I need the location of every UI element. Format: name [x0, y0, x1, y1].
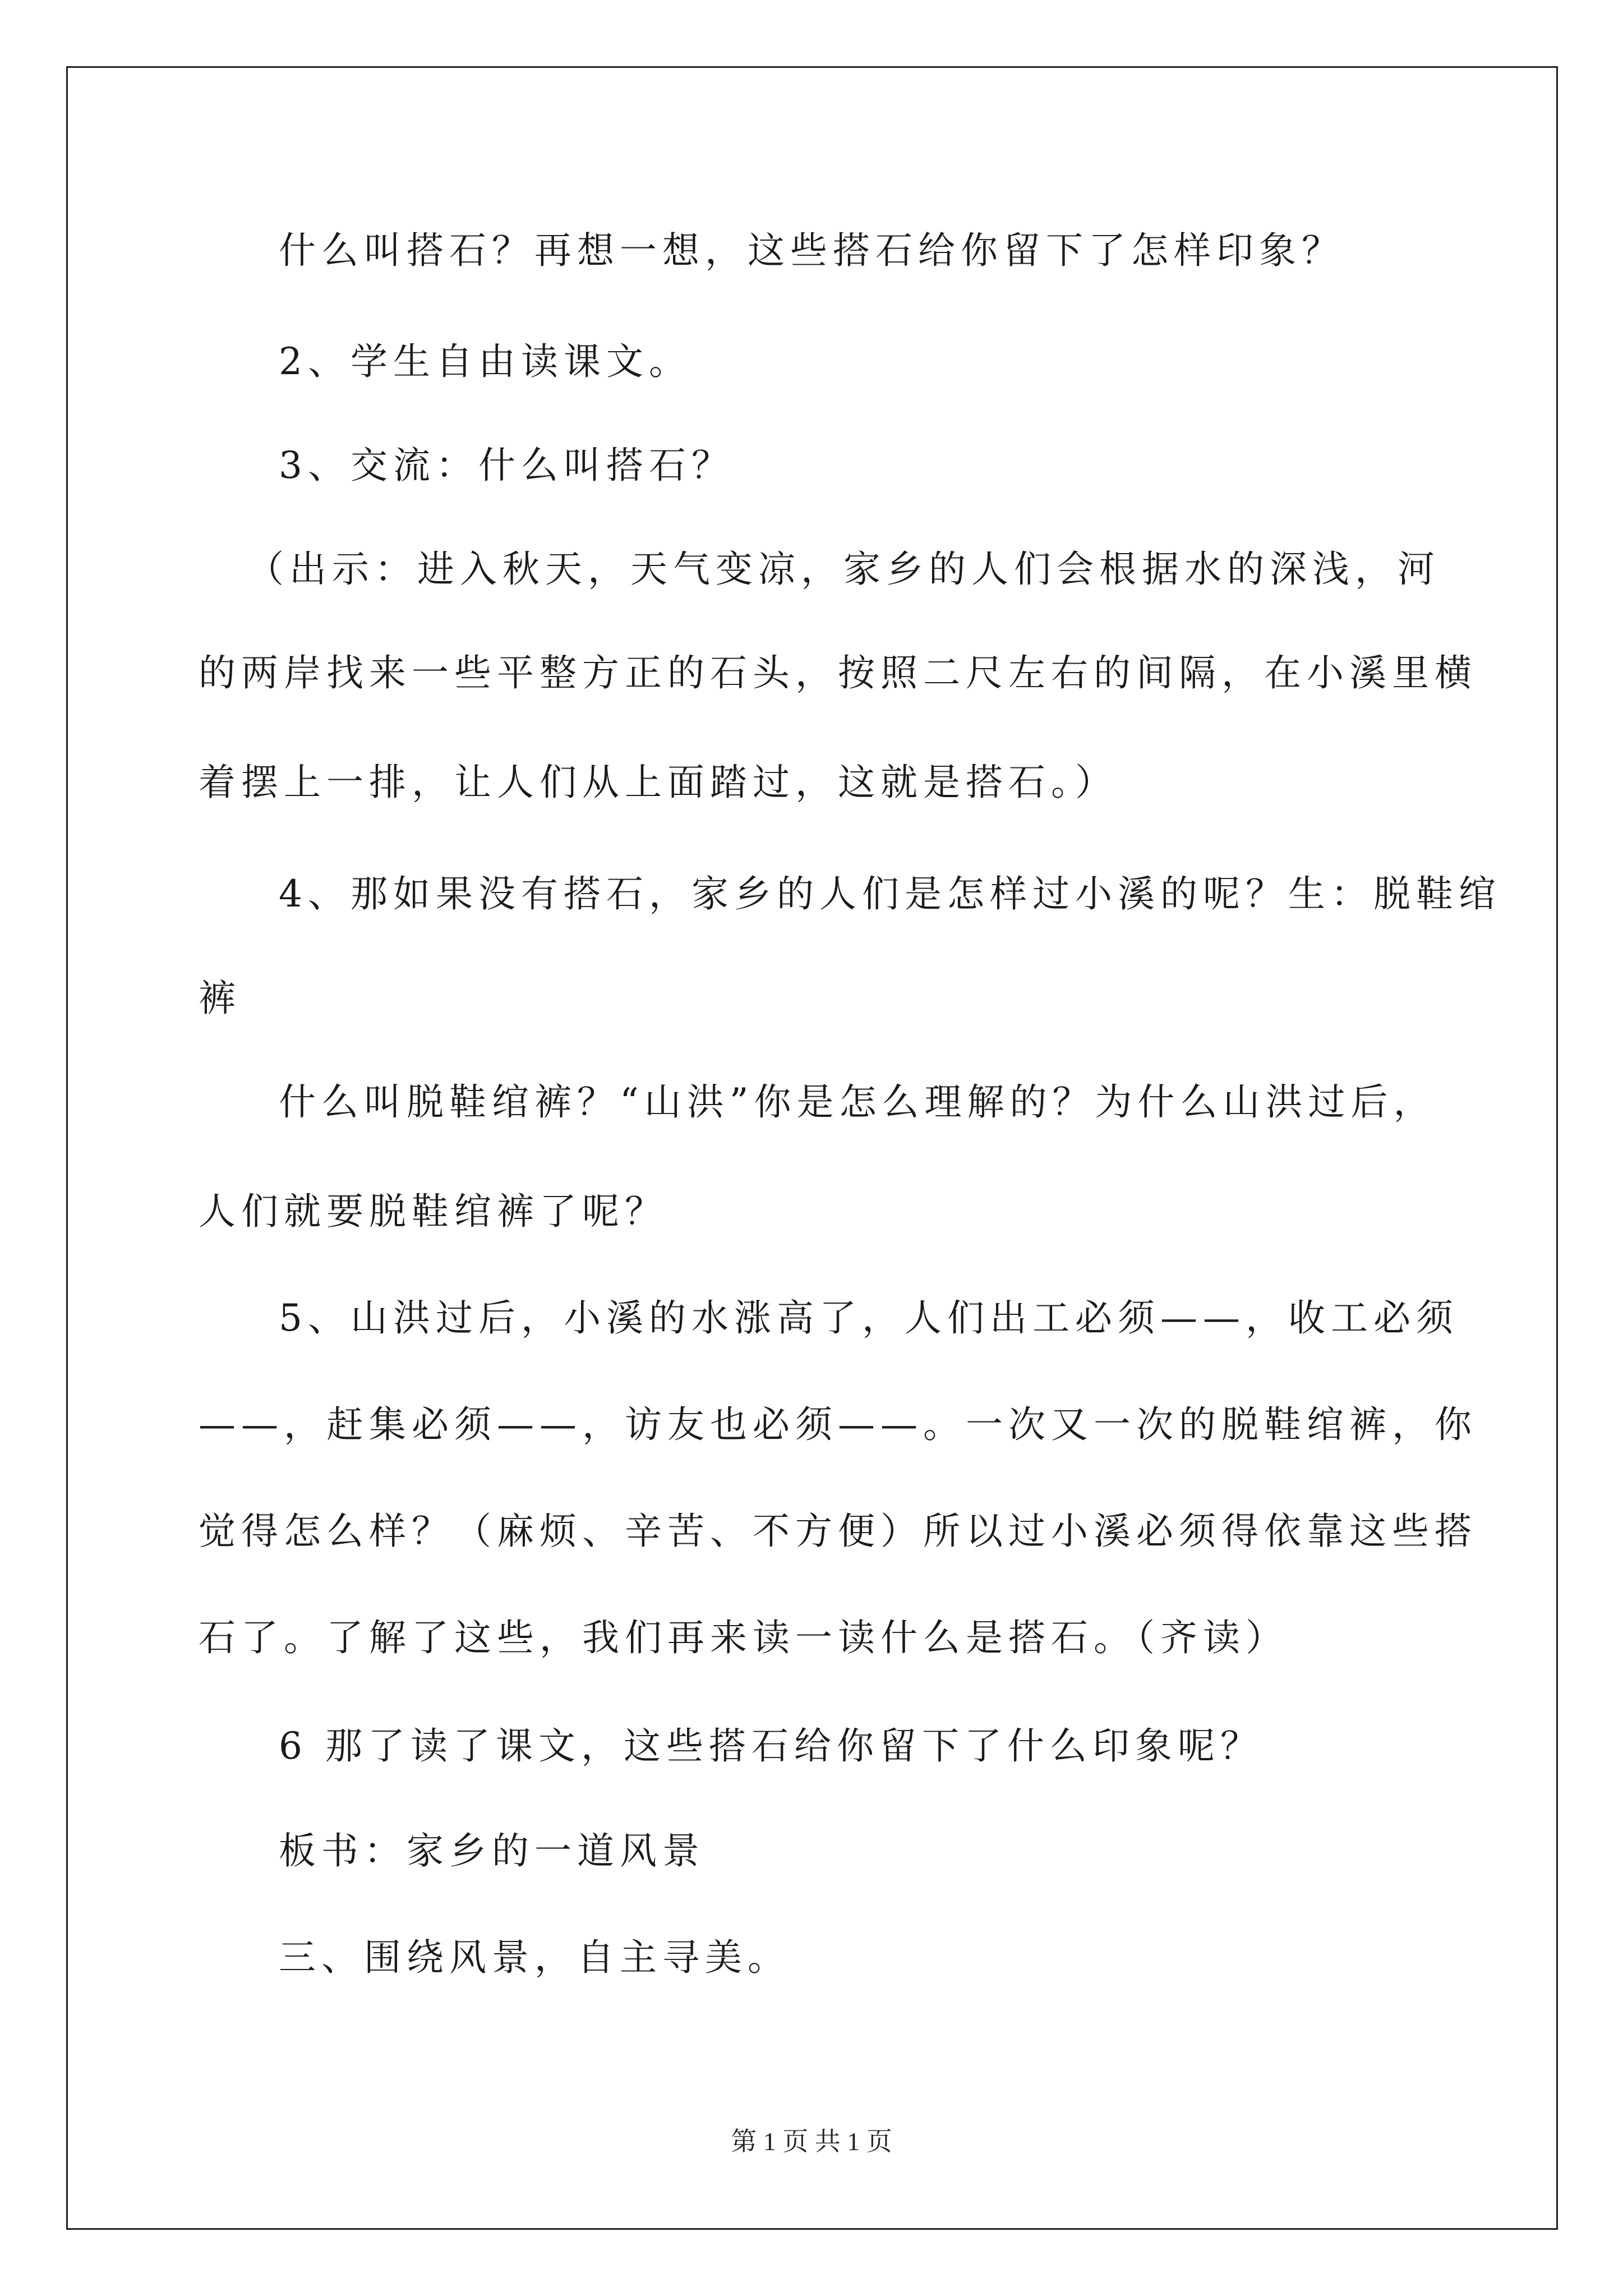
body-line-2: 2、学生自由读课文。	[279, 340, 691, 383]
body-line-8: 裤	[199, 977, 241, 1020]
body-line-16: 板书：家乡的一道风景	[279, 1829, 705, 1872]
body-line-15: 6 那了读了课文，这些搭石给你留下了什么印象呢？	[279, 1724, 1263, 1768]
body-line-6: 着摆上一排，让人们从上面踏过，这就是搭石。）	[199, 761, 1118, 804]
body-line-11: 5、山洪过后，小溪的水涨高了，人们出工必须——，收工必须	[279, 1296, 1459, 1340]
body-line-1: 什么叫搭石？再想一想，这些搭石给你留下了怎样印象？	[279, 229, 1344, 272]
body-line-7: 4、那如果没有搭石，家乡的人们是怎样过小溪的呢？生：脱鞋绾	[279, 872, 1501, 915]
body-line-13: 觉得怎么样？（麻烦、辛苦、不方便）所以过小溪必须得依靠这些搭	[199, 1510, 1477, 1553]
page-border	[66, 66, 1558, 2230]
body-line-4: （出示：进入秋天，天气变凉，家乡的人们会根据水的深浅，河	[247, 547, 1440, 591]
body-line-9: 什么叫脱鞋绾裤？“山洪”你是怎么理解的？为什么山洪过后，	[279, 1080, 1436, 1124]
body-line-14: 石了。了解了这些，我们再来读一读什么是搭石。（齐读）	[199, 1616, 1288, 1659]
body-line-17: 三、围绕风景，自主寻美。	[279, 1936, 790, 1979]
body-line-10: 人们就要脱鞋绾裤了呢？	[199, 1190, 667, 1233]
body-line-12: ——，赶集必须——，访友也必须——。一次又一次的脱鞋绾裤，你	[199, 1403, 1477, 1446]
body-line-3: 3、交流：什么叫搭石？	[279, 444, 734, 487]
body-line-5: 的两岸找来一些平整方正的石头，按照二尺左右的间隔，在小溪里横	[199, 651, 1477, 694]
page-number-footer: 第 1 页 共 1 页	[731, 2127, 892, 2156]
